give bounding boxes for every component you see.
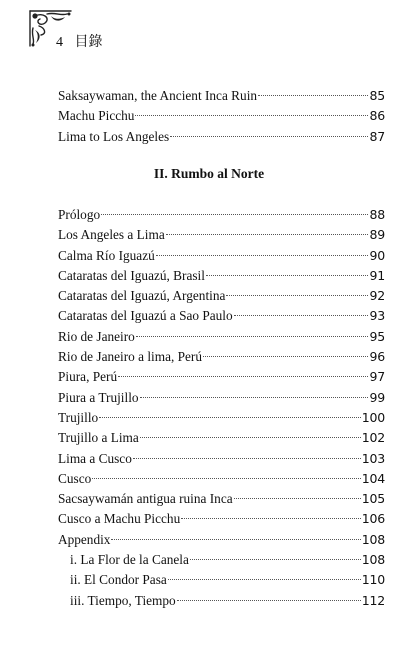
- toc-entry[interactable]: [58, 469, 385, 489]
- toc-entry[interactable]: [58, 327, 385, 347]
- toc-entry-title: Trujillo: [58, 409, 99, 425]
- toc-entry-title: Piura, Perú: [58, 369, 118, 385]
- dot-leader: [118, 376, 368, 377]
- toc-entry[interactable]: [58, 530, 385, 550]
- dot-leader: [166, 234, 369, 235]
- toc-entry-title: ii. El Condor Pasa: [70, 572, 167, 588]
- dot-leader: [181, 518, 361, 519]
- toc-entry-title: i. La Flor de la Canela: [70, 552, 189, 568]
- dot-leader: [170, 136, 368, 137]
- toc-entry[interactable]: [58, 106, 385, 126]
- toc-entry-title: Los Angeles a Lima: [58, 227, 165, 243]
- toc-entry[interactable]: [58, 408, 385, 428]
- dot-leader: [101, 214, 368, 215]
- toc-entry-page: 102: [361, 430, 385, 446]
- toc-entry[interactable]: [58, 266, 385, 286]
- toc-entry-page: 112: [361, 592, 385, 608]
- toc-entry[interactable]: [58, 428, 385, 448]
- toc-entry-page: 100: [361, 409, 385, 425]
- toc-entry[interactable]: [58, 347, 385, 367]
- toc-entry-title: iii. Tiempo, Tiempo: [70, 592, 176, 608]
- toc-entry[interactable]: [58, 591, 385, 611]
- toc-entry-page: 90: [369, 247, 385, 263]
- toc-entry-title: Cusco a Machu Picchu: [58, 511, 181, 527]
- toc-entry-page: 86: [369, 108, 385, 124]
- toc-entry-page: 87: [369, 128, 385, 144]
- dot-leader: [206, 275, 369, 276]
- toc-entry-page: 108: [361, 531, 385, 547]
- toc-entry-page: 103: [361, 450, 385, 466]
- toc-entry-title: Machu Picchu: [58, 108, 135, 124]
- toc-entry[interactable]: [58, 205, 385, 225]
- toc-entry[interactable]: [58, 367, 385, 387]
- toc-entry-title: Cataratas del Iguazú, Brasil: [58, 267, 205, 283]
- toc-entry[interactable]: [58, 306, 385, 326]
- toc-entry-title: Prólogo: [58, 207, 101, 222]
- dot-leader: [168, 579, 361, 580]
- toc-entry-page: 89: [369, 227, 385, 243]
- toc-entry[interactable]: [58, 550, 385, 570]
- toc-entry[interactable]: [58, 286, 385, 306]
- dot-leader: [258, 95, 368, 96]
- dot-leader: [156, 255, 369, 256]
- toc-entry-page: 106: [361, 511, 385, 527]
- toc-entry[interactable]: [58, 225, 385, 245]
- dot-leader: [140, 397, 369, 398]
- toc-entry-title: Lima a Cusco: [58, 450, 132, 466]
- toc-entry-title: Trujillo a Lima: [58, 430, 139, 446]
- toc-entry-page: 105: [361, 491, 385, 507]
- toc-entry-title: Cataratas del Iguazú, Argentina: [58, 288, 226, 304]
- toc-entry-page: 95: [369, 328, 385, 344]
- dot-leader: [177, 600, 361, 601]
- toc-entry-page: 92: [369, 288, 385, 304]
- toc-entry-page: 93: [369, 308, 385, 324]
- toc-entry[interactable]: [58, 509, 385, 529]
- dot-leader: [135, 115, 368, 116]
- toc-entry-title: Rio de Janeiro a lima, Perú: [58, 349, 203, 365]
- toc-entry-page: 108: [361, 552, 385, 568]
- toc-list-bottom: [58, 205, 385, 611]
- toc-entry-page: 96: [369, 349, 385, 365]
- dot-leader: [234, 315, 369, 316]
- toc-entry-page: 85: [369, 88, 385, 103]
- toc-entry[interactable]: [58, 489, 385, 509]
- toc-entry-title: Lima to Los Angeles: [58, 128, 170, 144]
- toc-entry-title: Calma Río Iguazú: [58, 247, 155, 263]
- toc-entry-title: Appendix: [58, 531, 111, 547]
- running-header: [56, 31, 103, 51]
- toc-entry[interactable]: [58, 127, 385, 147]
- toc-entry-page: 91: [369, 267, 385, 283]
- dot-leader: [92, 478, 360, 479]
- toc-entry-title: Cusco: [58, 470, 92, 486]
- toc-entry-title: Cataratas del Iguazú a Sao Paulo: [58, 308, 233, 324]
- dot-leader: [133, 458, 361, 459]
- dot-leader: [226, 295, 368, 296]
- toc-entry-title: Saksaywaman, the Ancient Inca Ruin: [58, 88, 258, 103]
- toc-entry-page: 97: [369, 369, 385, 385]
- dot-leader: [190, 559, 361, 560]
- toc-entry[interactable]: [58, 86, 385, 106]
- toc-entry[interactable]: [58, 449, 385, 469]
- chapter-title: 目錄: [74, 35, 103, 50]
- toc-entry[interactable]: [58, 246, 385, 266]
- toc-entry-page: 88: [369, 207, 385, 222]
- toc-list-top: [58, 86, 385, 147]
- toc-entry-page: 110: [361, 572, 385, 588]
- dot-leader: [140, 437, 361, 438]
- dot-leader: [234, 498, 361, 499]
- dot-leader: [203, 356, 368, 357]
- toc-entry-title: Sacsaywamán antigua ruina Inca: [58, 491, 233, 507]
- section-heading: II. Rumbo al Norte: [153, 166, 265, 181]
- dot-leader: [111, 539, 360, 540]
- toc-entry-page: 104: [361, 470, 385, 486]
- dot-leader: [99, 417, 361, 418]
- toc-entry-title: Rio de Janeiro: [58, 328, 135, 344]
- toc-entry-title: Piura a Trujillo: [58, 389, 139, 405]
- page-number: 4: [56, 35, 63, 50]
- toc-entry[interactable]: [58, 388, 385, 408]
- toc-entry[interactable]: [58, 570, 385, 590]
- toc-entry-page: 99: [369, 389, 385, 405]
- dot-leader: [136, 336, 369, 337]
